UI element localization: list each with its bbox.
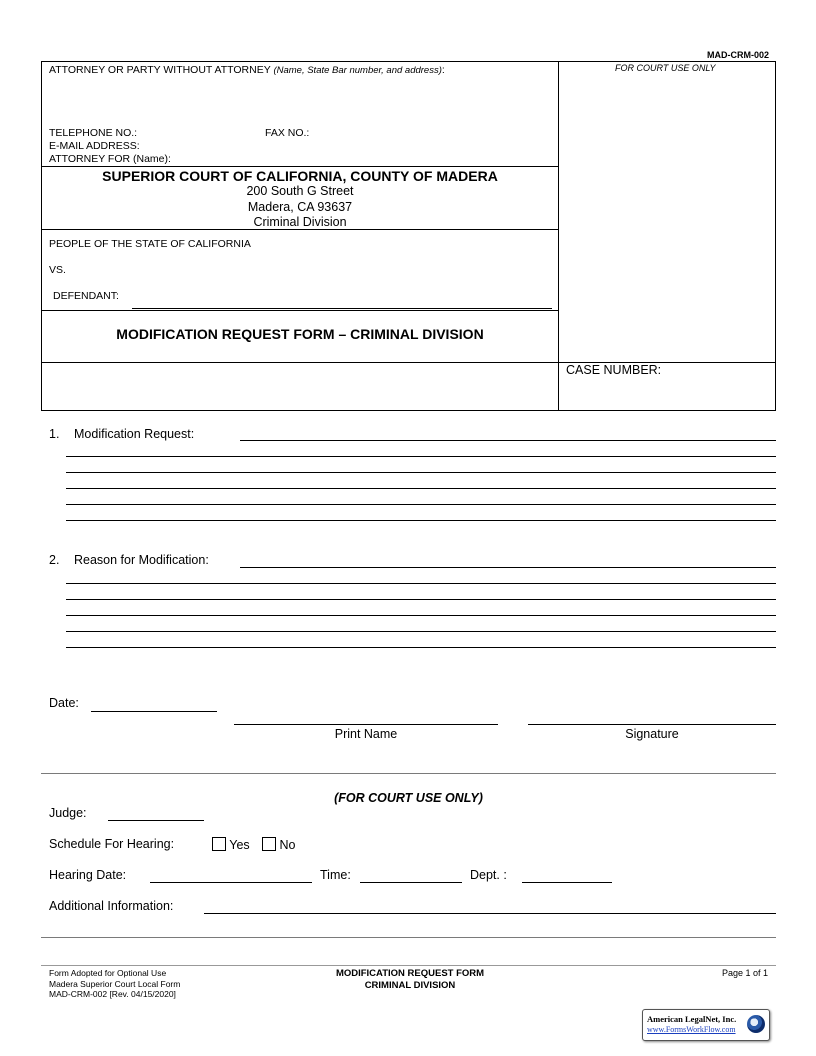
footer-title: MODIFICATION REQUEST FORM [335,968,485,979]
time-field[interactable] [360,882,462,883]
signature-field[interactable] [528,724,776,725]
footer-rule [41,965,776,966]
item1-number: 1. [49,427,60,441]
item1-label: Modification Request: [74,427,195,441]
hearing-date-label: Hearing Date: [49,868,127,882]
vs-label: VS. [49,264,66,276]
footer-center [310,968,510,992]
page-number: Page 1 of 1 [721,968,768,978]
legalnet-logo[interactable] [642,1009,770,1041]
dept-field[interactable] [522,882,612,883]
footer-division: CRIMINAL DIVISION [364,980,456,991]
additional-info-field[interactable] [204,913,776,914]
date-field[interactable] [91,711,217,712]
court-header [41,168,559,231]
logo-name: American LegalNet, Inc. [647,1014,737,1024]
globe-icon [747,1015,765,1033]
fax-label: FAX NO.: [265,127,310,139]
court-street: 200 South G Street [246,184,354,198]
defendant-label: DEFENDANT: [53,290,119,302]
court-use-heading: (FOR COURT USE ONLY) [334,791,483,805]
footer-left [49,968,180,1000]
court-name: SUPERIOR COURT OF CALIFORNIA, COUNTY OF MADERA [102,168,498,184]
no-checkbox[interactable] [262,837,276,851]
signature-label: Signature [625,727,679,741]
telephone-label: TELEPHONE NO.: [49,127,138,139]
additional-info-label: Additional Information: [49,899,174,913]
court-city: Madera, CA 93637 [247,199,353,214]
footer-adopted: Form Adopted for Optional Use [49,968,167,978]
schedule-label: Schedule For Hearing: [49,837,175,851]
date-label: Date: [49,696,79,710]
court-division: Criminal Division [253,215,347,229]
yes-checkbox[interactable] [212,837,226,851]
print-name-field[interactable] [234,724,498,725]
judge-field[interactable] [108,820,204,821]
form-title: MODIFICATION REQUEST FORM – CRIMINAL DIVISION [116,326,484,342]
hearing-date-field[interactable] [150,882,312,883]
item2-label: Reason for Modification: [74,553,209,567]
logo-url[interactable]: www.FormsWorkFlow.com [647,1025,736,1034]
email-label: E-MAIL ADDRESS: [49,140,140,152]
footer-local-form: Madera Superior Court Local Form [49,978,181,989]
dept-label: Dept. : [470,868,507,882]
defendant-field[interactable] [132,308,552,309]
print-name-label: Print Name [334,727,398,741]
form-number: MAD-CRM-002 [706,50,769,60]
item2-number: 2. [49,553,60,567]
section-divider-bottom [41,937,776,938]
yes-option[interactable]: Yes [212,837,250,852]
time-label: Time: [320,868,351,882]
attorney-for-label: ATTORNEY FOR (Name): [49,153,171,165]
attorney-label: ATTORNEY OR PARTY WITHOUT ATTORNEY (Name, State Bar number, and address): [49,64,445,76]
footer-revision: MAD-CRM-002 [Rev. 04/15/2020] [49,989,176,999]
case-number-label: CASE NUMBER: [566,363,662,377]
court-use-only-label: FOR COURT USE ONLY [615,63,716,73]
plaintiff-label: PEOPLE OF THE STATE OF CALIFORNIA [49,238,251,250]
judge-label: Judge: [49,806,87,820]
section-divider [41,773,776,774]
no-option[interactable]: No [262,837,295,852]
